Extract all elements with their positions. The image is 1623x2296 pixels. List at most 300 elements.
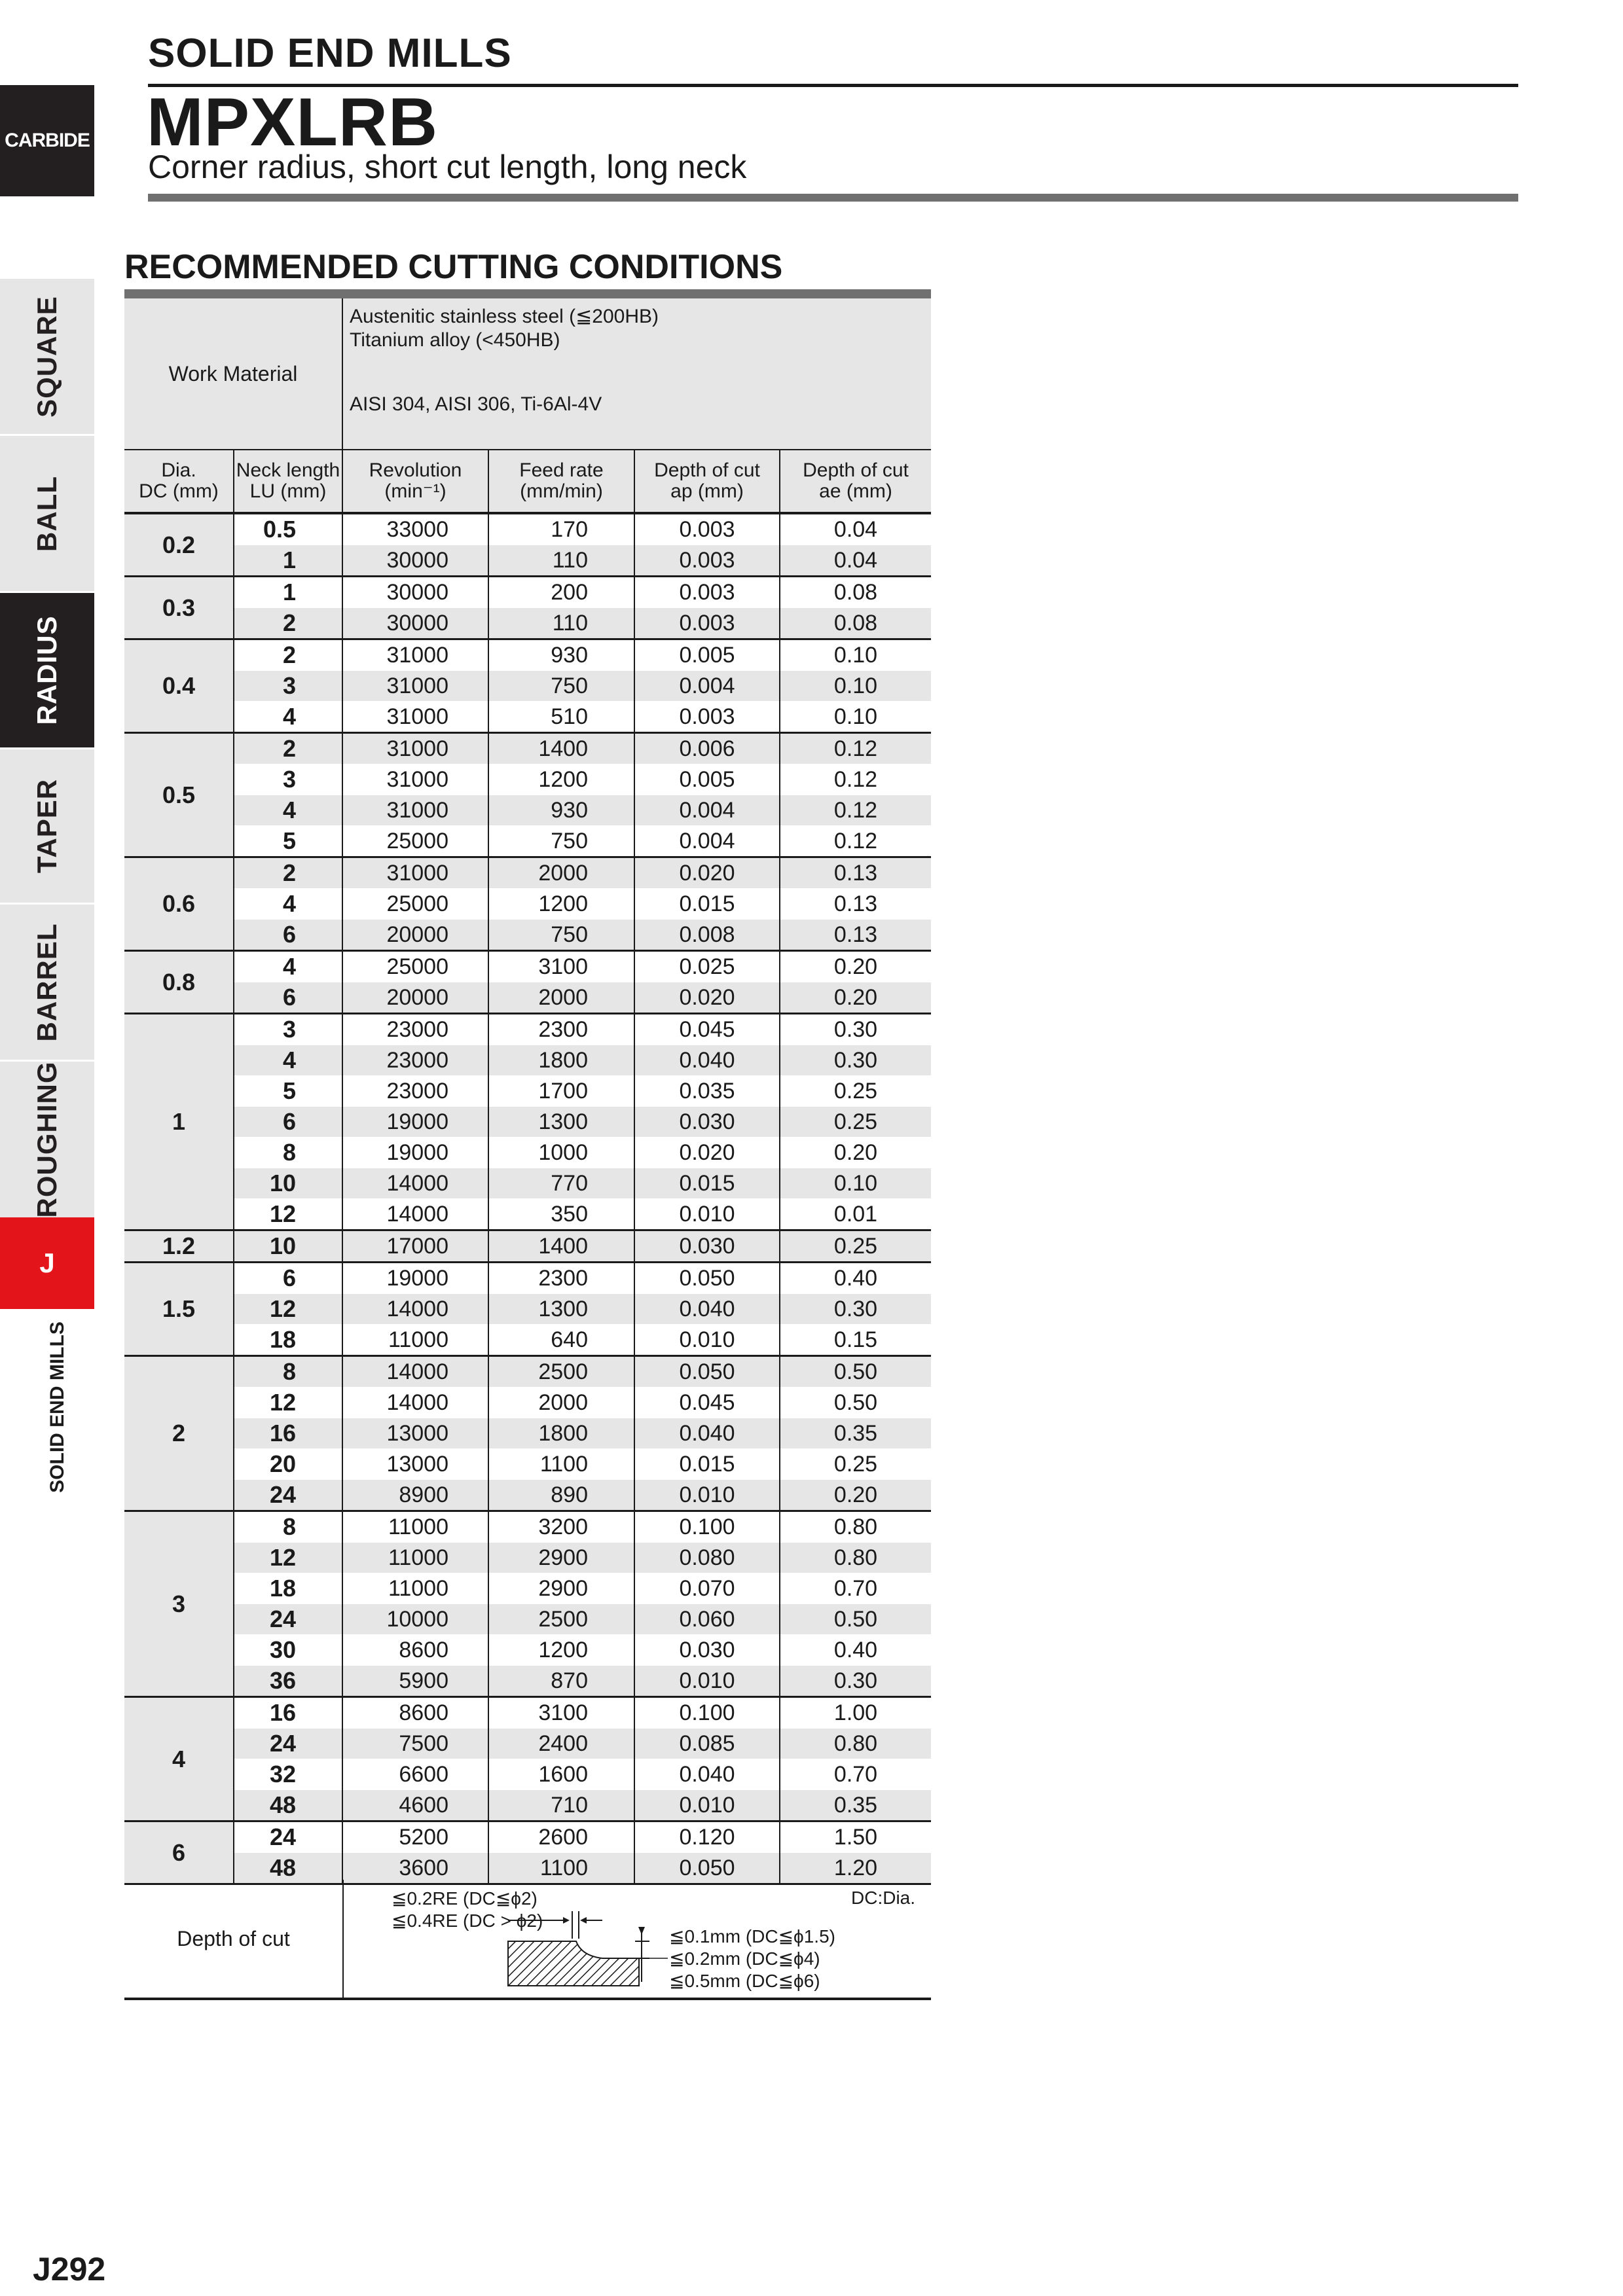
table-row <box>124 702 931 733</box>
cell-neck-length: 3 <box>234 764 342 795</box>
cell-ae: 1.20 <box>780 1853 931 1884</box>
col-header-feed-line1: Feed rate <box>519 459 604 481</box>
cell-feed-rate: 750 <box>488 671 634 702</box>
table-row <box>124 857 931 889</box>
table-row <box>124 1573 931 1604</box>
col-header-revolution <box>342 450 488 513</box>
tab-ball-label: BALL <box>31 475 62 552</box>
cell-feed-rate: 1100 <box>488 1853 634 1884</box>
cell-ap: 0.004 <box>634 826 780 857</box>
cell-feed-rate: 890 <box>488 1480 634 1511</box>
cell-ae: 1.50 <box>780 1821 931 1853</box>
work-material-line2: Titanium alloy (<450HB) <box>350 329 560 351</box>
cell-dia: 4 <box>124 1697 234 1821</box>
ap-note-2: ≦0.2mm (DC≦ϕ4) <box>669 1948 820 1969</box>
cell-revolution: 30000 <box>342 608 488 639</box>
table-row <box>124 1697 931 1729</box>
cell-dia: 3 <box>124 1511 234 1697</box>
carbide-tab: CARBIDE <box>0 85 94 196</box>
table-row <box>124 733 931 764</box>
cell-neck-length: 3 <box>234 1014 342 1045</box>
work-material-cell <box>342 298 931 450</box>
cell-neck-length: 4 <box>234 1045 342 1076</box>
cell-dia: 6 <box>124 1821 234 1884</box>
cell-neck-length: 30 <box>234 1635 342 1666</box>
cell-feed-rate: 750 <box>488 826 634 857</box>
cell-neck-length: 0.5 <box>234 513 342 545</box>
cell-ae: 0.10 <box>780 702 931 733</box>
cell-ae: 0.30 <box>780 1666 931 1697</box>
cell-feed-rate: 1700 <box>488 1076 634 1107</box>
col-header-lu-line1: Neck length <box>236 459 340 481</box>
work-material-label: Work Material <box>124 298 342 450</box>
table-row <box>124 639 931 671</box>
cell-feed-rate: 1000 <box>488 1138 634 1168</box>
cell-dia: 1.2 <box>124 1230 234 1263</box>
cell-revolution: 23000 <box>342 1045 488 1076</box>
cell-feed-rate: 1800 <box>488 1045 634 1076</box>
cell-neck-length: 48 <box>234 1853 342 1884</box>
work-material-standards: AISI 304, AISI 306, Ti-6Al-4V <box>350 393 602 415</box>
cell-dia: 2 <box>124 1356 234 1511</box>
cell-feed-rate: 1200 <box>488 889 634 920</box>
col-header-feed <box>488 450 634 513</box>
cell-feed-rate: 1800 <box>488 1418 634 1449</box>
cell-ae: 0.20 <box>780 982 931 1014</box>
table-row <box>124 1480 931 1511</box>
cell-revolution: 8600 <box>342 1635 488 1666</box>
cell-ap: 0.030 <box>634 1107 780 1138</box>
cell-revolution: 14000 <box>342 1356 488 1388</box>
cell-ae: 0.80 <box>780 1543 931 1573</box>
cell-ap: 0.100 <box>634 1697 780 1729</box>
cell-neck-length: 12 <box>234 1388 342 1418</box>
cell-revolution: 31000 <box>342 764 488 795</box>
cell-feed-rate: 1200 <box>488 1635 634 1666</box>
table-row <box>124 545 931 577</box>
cell-feed-rate: 3100 <box>488 951 634 982</box>
cell-neck-length: 1 <box>234 545 342 577</box>
table-row <box>124 1294 931 1325</box>
cell-neck-length: 48 <box>234 1790 342 1821</box>
cell-revolution: 10000 <box>342 1604 488 1635</box>
page-number: J292 <box>33 2251 106 2287</box>
cell-ae: 0.80 <box>780 1729 931 1759</box>
cell-feed-rate: 510 <box>488 702 634 733</box>
cell-dia: 1 <box>124 1014 234 1230</box>
dc-note: DC:Dia. <box>851 1888 916 1908</box>
tab-radius[interactable] <box>0 593 94 747</box>
table-row <box>124 1729 931 1759</box>
cell-neck-length: 24 <box>234 1821 342 1853</box>
table-row <box>124 1045 931 1076</box>
col-header-rev-line1: Revolution <box>369 459 462 481</box>
cell-neck-length: 12 <box>234 1543 342 1573</box>
table-row <box>124 1325 931 1356</box>
table-row <box>124 1168 931 1199</box>
cell-ap: 0.010 <box>634 1325 780 1356</box>
cell-feed-rate: 1300 <box>488 1107 634 1138</box>
cell-revolution: 25000 <box>342 951 488 982</box>
table-row <box>124 764 931 795</box>
cell-ae: 0.15 <box>780 1325 931 1356</box>
tab-square-label: SQUARE <box>31 295 62 418</box>
cell-revolution: 31000 <box>342 639 488 671</box>
cell-ae: 0.70 <box>780 1573 931 1604</box>
table-row <box>124 951 931 982</box>
cell-neck-length: 5 <box>234 826 342 857</box>
cell-ae: 0.30 <box>780 1045 931 1076</box>
tab-roughing[interactable] <box>0 1062 94 1217</box>
col-header-ae-line1: Depth of cut <box>803 459 909 481</box>
cell-neck-length: 6 <box>234 1263 342 1294</box>
cell-revolution: 30000 <box>342 577 488 608</box>
cell-revolution: 14000 <box>342 1294 488 1325</box>
section-rule <box>124 289 931 298</box>
cell-revolution: 13000 <box>342 1449 488 1480</box>
cell-revolution: 31000 <box>342 702 488 733</box>
table-row <box>124 1263 931 1294</box>
table-row <box>124 1666 931 1697</box>
cell-ap: 0.010 <box>634 1480 780 1511</box>
cell-revolution: 31000 <box>342 857 488 889</box>
cell-feed-rate: 2400 <box>488 1729 634 1759</box>
col-header-ap-line2: ap (mm) <box>670 480 744 502</box>
cell-neck-length: 8 <box>234 1138 342 1168</box>
tab-radius-label: RADIUS <box>31 615 62 725</box>
cell-feed-rate: 3200 <box>488 1511 634 1543</box>
cell-neck-length: 4 <box>234 795 342 826</box>
cell-revolution: 31000 <box>342 671 488 702</box>
cell-feed-rate: 2300 <box>488 1263 634 1294</box>
cell-revolution: 8600 <box>342 1697 488 1729</box>
cell-ap: 0.020 <box>634 1138 780 1168</box>
cell-ap: 0.045 <box>634 1014 780 1045</box>
table-row <box>124 795 931 826</box>
tab-taper[interactable] <box>0 747 94 905</box>
cell-neck-length: 32 <box>234 1759 342 1790</box>
table-row <box>124 1790 931 1821</box>
cell-neck-length: 5 <box>234 1076 342 1107</box>
side-section-label: SOLID END MILLS <box>46 1321 68 1493</box>
cell-revolution: 25000 <box>342 889 488 920</box>
cell-dia: 0.3 <box>124 577 234 639</box>
col-header-ae-line2: ae (mm) <box>819 480 892 502</box>
depth-of-cut-box <box>124 1880 931 2000</box>
cell-revolution: 17000 <box>342 1230 488 1263</box>
cell-ap: 0.003 <box>634 608 780 639</box>
depth-of-cut-divider <box>342 1880 344 1998</box>
cell-ap: 0.050 <box>634 1263 780 1294</box>
col-header-ap-line1: Depth of cut <box>654 459 760 481</box>
cell-feed-rate: 2300 <box>488 1014 634 1045</box>
table-row <box>124 1543 931 1573</box>
col-header-dia-line1: Dia. <box>161 459 196 481</box>
series-title: SOLID END MILLS <box>148 31 512 76</box>
table-row <box>124 1199 931 1230</box>
depth-of-cut-label: Depth of cut <box>177 1926 290 1950</box>
cell-ae: 0.20 <box>780 1480 931 1511</box>
cell-ae: 0.30 <box>780 1294 931 1325</box>
col-header-ap <box>634 450 780 513</box>
cell-revolution: 7500 <box>342 1729 488 1759</box>
table-row <box>124 513 931 545</box>
cell-ae: 0.10 <box>780 1168 931 1199</box>
table-row <box>124 889 931 920</box>
table-row <box>124 1635 931 1666</box>
model-title: MPXLRB <box>147 84 439 160</box>
cell-neck-length: 24 <box>234 1604 342 1635</box>
cell-ae: 0.12 <box>780 826 931 857</box>
cell-neck-length: 6 <box>234 920 342 951</box>
cell-ap: 0.005 <box>634 764 780 795</box>
cell-revolution: 23000 <box>342 1076 488 1107</box>
col-header-rev-line2: (min⁻¹) <box>384 480 447 502</box>
cell-ae: 0.40 <box>780 1263 931 1294</box>
cell-feed-rate: 770 <box>488 1168 634 1199</box>
cell-revolution: 5200 <box>342 1821 488 1853</box>
col-header-lu-line2: LU (mm) <box>249 480 327 502</box>
cell-feed-rate: 2000 <box>488 982 634 1014</box>
cell-feed-rate: 930 <box>488 639 634 671</box>
corner-radius-note-large: ≦0.4RE (DC > ϕ2) <box>392 1910 543 1931</box>
cell-ae: 0.25 <box>780 1449 931 1480</box>
cell-ap: 0.010 <box>634 1790 780 1821</box>
ap-note-3: ≦0.5mm (DC≦ϕ6) <box>669 1971 820 1991</box>
table-row <box>124 1449 931 1480</box>
cell-revolution: 8900 <box>342 1480 488 1511</box>
cell-ae: 0.08 <box>780 608 931 639</box>
cell-revolution: 20000 <box>342 982 488 1014</box>
cell-feed-rate: 1100 <box>488 1449 634 1480</box>
cell-neck-length: 2 <box>234 733 342 764</box>
cell-revolution: 11000 <box>342 1573 488 1604</box>
cell-revolution: 11000 <box>342 1325 488 1356</box>
cell-ae: 1.00 <box>780 1697 931 1729</box>
table-row <box>124 1014 931 1045</box>
cell-revolution: 20000 <box>342 920 488 951</box>
cell-neck-length: 3 <box>234 671 342 702</box>
cell-ap: 0.004 <box>634 671 780 702</box>
cell-ap: 0.030 <box>634 1230 780 1263</box>
cell-dia: 0.5 <box>124 733 234 857</box>
section-letter-tab[interactable]: J <box>0 1217 94 1309</box>
cell-ap: 0.025 <box>634 951 780 982</box>
cell-dia: 0.8 <box>124 951 234 1014</box>
cell-feed-rate: 200 <box>488 577 634 608</box>
cell-ae: 0.50 <box>780 1604 931 1635</box>
cell-feed-rate: 870 <box>488 1666 634 1697</box>
cell-ap: 0.010 <box>634 1666 780 1697</box>
cell-ae: 0.12 <box>780 764 931 795</box>
table-row <box>124 1604 931 1635</box>
cell-revolution: 19000 <box>342 1263 488 1294</box>
cell-ae: 0.80 <box>780 1511 931 1543</box>
cell-ae: 0.13 <box>780 889 931 920</box>
cell-feed-rate: 2900 <box>488 1543 634 1573</box>
table-row <box>124 1107 931 1138</box>
cell-feed-rate: 640 <box>488 1325 634 1356</box>
tab-ball[interactable] <box>0 436 94 593</box>
cell-ap: 0.060 <box>634 1604 780 1635</box>
cell-feed-rate: 710 <box>488 1790 634 1821</box>
cell-ap: 0.003 <box>634 702 780 733</box>
cell-ae: 0.25 <box>780 1076 931 1107</box>
cell-feed-rate: 2000 <box>488 1388 634 1418</box>
cell-ap: 0.003 <box>634 513 780 545</box>
table-row <box>124 1821 931 1853</box>
table-row <box>124 1511 931 1543</box>
cell-neck-length: 6 <box>234 1107 342 1138</box>
cell-ap: 0.050 <box>634 1356 780 1388</box>
cell-revolution: 31000 <box>342 733 488 764</box>
cell-feed-rate: 750 <box>488 920 634 951</box>
cell-ap: 0.080 <box>634 1543 780 1573</box>
col-header-lu <box>234 450 342 513</box>
col-header-dia-line2: DC (mm) <box>139 480 219 502</box>
cell-ap: 0.003 <box>634 545 780 577</box>
cell-feed-rate: 170 <box>488 513 634 545</box>
cell-feed-rate: 350 <box>488 1199 634 1230</box>
cell-ap: 0.040 <box>634 1759 780 1790</box>
cell-ae: 0.25 <box>780 1230 931 1263</box>
cell-neck-length: 8 <box>234 1356 342 1388</box>
cell-feed-rate: 1600 <box>488 1759 634 1790</box>
section-title: RECOMMENDED CUTTING CONDITIONS <box>124 248 783 286</box>
table-row <box>124 1759 931 1790</box>
cell-revolution: 4600 <box>342 1790 488 1821</box>
col-header-ae <box>780 450 931 513</box>
cell-ae: 0.20 <box>780 1138 931 1168</box>
cell-neck-length: 12 <box>234 1294 342 1325</box>
cell-ae: 0.35 <box>780 1790 931 1821</box>
cell-dia: 1.5 <box>124 1263 234 1356</box>
header-bottom-rule <box>148 194 1518 202</box>
cell-revolution: 14000 <box>342 1199 488 1230</box>
cell-ap: 0.008 <box>634 920 780 951</box>
cell-ap: 0.070 <box>634 1573 780 1604</box>
cell-revolution: 5900 <box>342 1666 488 1697</box>
cell-ae: 0.70 <box>780 1759 931 1790</box>
cell-ap: 0.045 <box>634 1388 780 1418</box>
cell-ap: 0.020 <box>634 982 780 1014</box>
cell-ap: 0.085 <box>634 1729 780 1759</box>
cell-ap: 0.010 <box>634 1199 780 1230</box>
col-header-feed-line2: (mm/min) <box>520 480 603 502</box>
cell-neck-length: 18 <box>234 1325 342 1356</box>
cell-ae: 0.04 <box>780 545 931 577</box>
cell-ae: 0.08 <box>780 577 931 608</box>
cell-ap: 0.015 <box>634 1449 780 1480</box>
cell-ap: 0.020 <box>634 857 780 889</box>
cell-ae: 0.30 <box>780 1014 931 1045</box>
cell-ap: 0.015 <box>634 1168 780 1199</box>
cell-neck-length: 24 <box>234 1480 342 1511</box>
cell-revolution: 31000 <box>342 795 488 826</box>
cell-neck-length: 2 <box>234 639 342 671</box>
cell-dia: 0.6 <box>124 857 234 951</box>
cell-revolution: 25000 <box>342 826 488 857</box>
cell-ae: 0.12 <box>780 795 931 826</box>
cell-neck-length: 4 <box>234 702 342 733</box>
cell-ae: 0.40 <box>780 1635 931 1666</box>
cell-feed-rate: 1300 <box>488 1294 634 1325</box>
cell-revolution: 14000 <box>342 1168 488 1199</box>
cell-ae: 0.13 <box>780 920 931 951</box>
cell-ae: 0.25 <box>780 1107 931 1138</box>
cell-neck-length: 2 <box>234 608 342 639</box>
cell-ap: 0.100 <box>634 1511 780 1543</box>
cell-feed-rate: 110 <box>488 545 634 577</box>
cell-revolution: 11000 <box>342 1511 488 1543</box>
tab-taper-label: TAPER <box>31 778 62 874</box>
col-header-dia <box>124 450 234 513</box>
cell-ap: 0.003 <box>634 577 780 608</box>
cell-revolution: 14000 <box>342 1388 488 1418</box>
tab-barrel[interactable] <box>0 905 94 1062</box>
cell-revolution: 11000 <box>342 1543 488 1573</box>
table-row <box>124 826 931 857</box>
cell-ap: 0.120 <box>634 1821 780 1853</box>
ap-note-1: ≦0.1mm (DC≦ϕ1.5) <box>669 1926 835 1946</box>
cell-revolution: 3600 <box>342 1853 488 1884</box>
cell-neck-length: 20 <box>234 1449 342 1480</box>
table-row <box>124 920 931 951</box>
cell-neck-length: 6 <box>234 982 342 1014</box>
cell-ap: 0.040 <box>634 1418 780 1449</box>
depth-of-cut-diagram <box>504 1906 674 1991</box>
cell-neck-length: 10 <box>234 1230 342 1263</box>
cell-ae: 0.35 <box>780 1418 931 1449</box>
table-row <box>124 1356 931 1388</box>
model-subtitle: Corner radius, short cut length, long neck <box>148 149 747 185</box>
cell-neck-length: 16 <box>234 1697 342 1729</box>
cell-neck-length: 2 <box>234 857 342 889</box>
cell-ap: 0.030 <box>634 1635 780 1666</box>
cell-feed-rate: 2500 <box>488 1356 634 1388</box>
cell-ae: 0.04 <box>780 513 931 545</box>
cell-ae: 0.12 <box>780 733 931 764</box>
cell-ae: 0.10 <box>780 671 931 702</box>
cell-neck-length: 1 <box>234 577 342 608</box>
cell-neck-length: 18 <box>234 1573 342 1604</box>
cell-revolution: 33000 <box>342 513 488 545</box>
cell-feed-rate: 2600 <box>488 1821 634 1853</box>
cell-dia: 0.4 <box>124 639 234 733</box>
cell-neck-length: 24 <box>234 1729 342 1759</box>
cell-feed-rate: 3100 <box>488 1697 634 1729</box>
cell-revolution: 19000 <box>342 1138 488 1168</box>
cell-neck-length: 4 <box>234 889 342 920</box>
table-row <box>124 1388 931 1418</box>
cell-revolution: 13000 <box>342 1418 488 1449</box>
cell-ae: 0.50 <box>780 1356 931 1388</box>
table-row <box>124 982 931 1014</box>
cell-ae: 0.13 <box>780 857 931 889</box>
cell-ae: 0.50 <box>780 1388 931 1418</box>
cell-revolution: 23000 <box>342 1014 488 1045</box>
tab-roughing-label: ROUGHING <box>31 1061 62 1218</box>
table-row <box>124 577 931 608</box>
cell-ap: 0.006 <box>634 733 780 764</box>
cell-feed-rate: 930 <box>488 795 634 826</box>
cell-feed-rate: 1400 <box>488 1230 634 1263</box>
tab-square[interactable] <box>0 279 94 436</box>
cell-feed-rate: 110 <box>488 608 634 639</box>
cell-neck-length: 12 <box>234 1199 342 1230</box>
cell-neck-length: 16 <box>234 1418 342 1449</box>
corner-radius-note-small: ≦0.2RE (DC≦ϕ2) <box>392 1888 538 1909</box>
